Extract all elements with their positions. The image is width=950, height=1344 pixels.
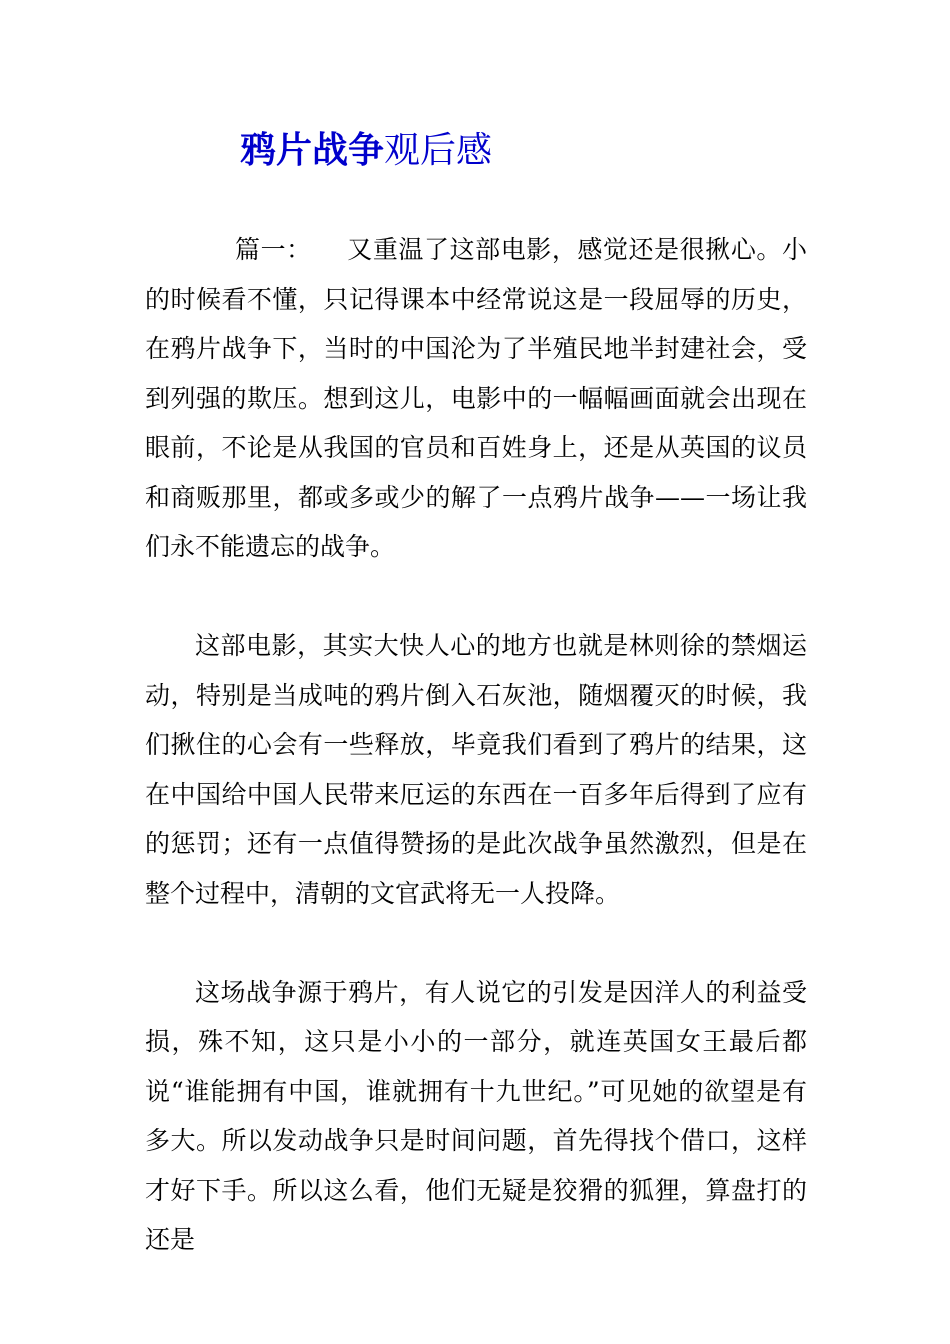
title-normal-part: 观后感 bbox=[384, 130, 493, 171]
paragraph-1 bbox=[145, 225, 807, 572]
paragraph-3: 这场战争源于鸦片，有人说它的引发是因洋人的利益受损，殊不知，这只是小小的一部分，就连英国女王最后都说“谁能拥有中国，谁就拥有十九世纪。”可见她的欲望是有多大。所以发动战争只是时间问题，首先得找个借口，这样才好下手。所以这么看，他们无疑是狡猾的狐狸，算盘打的还是 bbox=[145, 977, 807, 1254]
paragraph-2: 这部电影，其实大快人心的地方也就是林则徐的禁烟运动，特别是当成吨的鸦片倒入石灰池，随烟覆灭的时候，我们揪住的心会有一些释放，毕竟我们看到了鸦片的结果，这在中国给中国人民带来厄运的东西在一百多年后得到了应有的惩罚；还有一点值得赞扬的是此次战争虽然激烈，但是在整个过程中，清朝的文官武将无一人投降。 bbox=[145, 631, 807, 908]
document-title bbox=[240, 126, 492, 175]
title-bold-part: 鸦片战争 bbox=[240, 129, 385, 171]
document-body bbox=[145, 225, 807, 1314]
section-label: 篇一： bbox=[235, 235, 312, 264]
paragraph-1-text: 又重温了这部电影，感觉还是很揪心。小的时候看不懂，只记得课本中经常说这是一段屈辱的历史，在鸦片战争下，当时的中国沦为了半殖民地半封建社会，受到列强的欺压。想到这儿，电影中的一幅幅画面就会出现在眼前，不论是从我国的官员和百姓身上，还是从英国的议员和商贩那里，都或多或少的解了一点鸦片战争——一场让我们永不能遗忘的战争。 bbox=[145, 235, 807, 561]
